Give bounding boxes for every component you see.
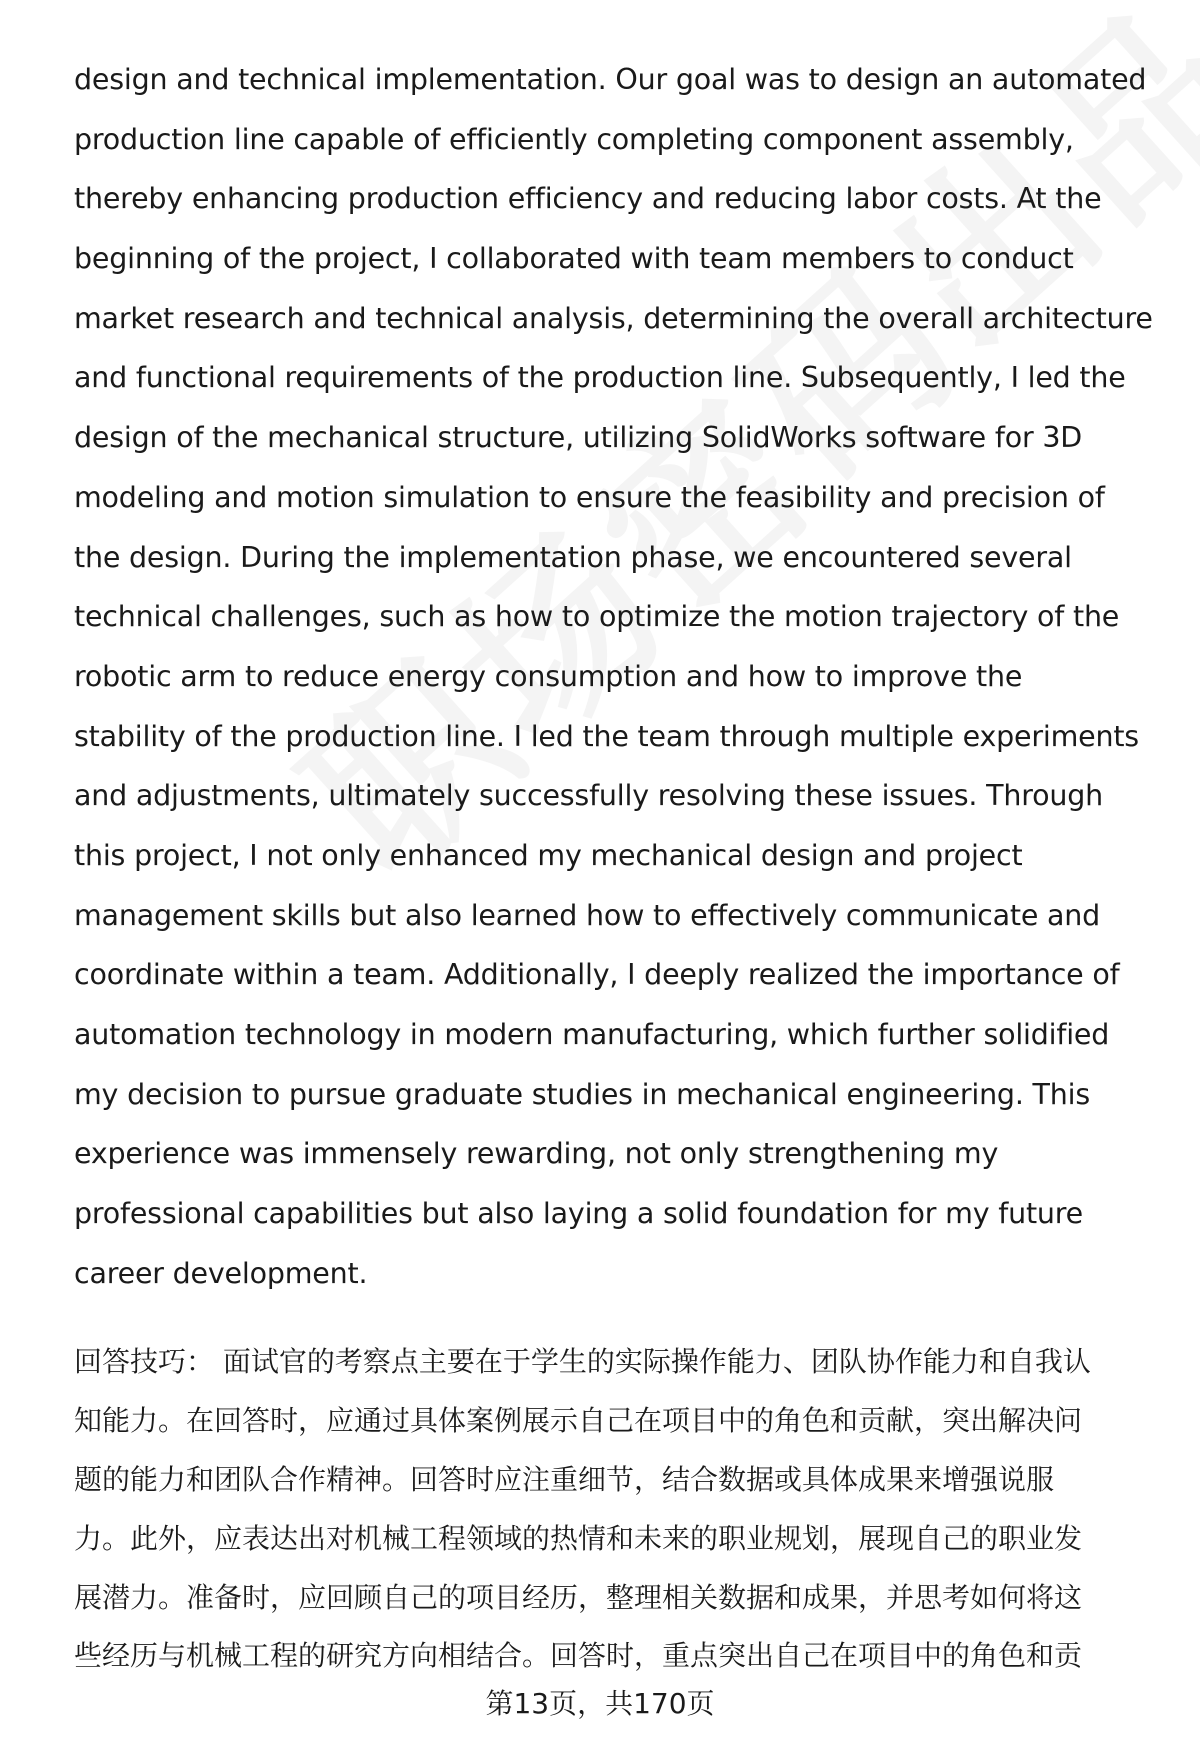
paragraph-line: market research and technical analysis, determining the overall architecture [74, 301, 1153, 335]
page-number: 第13页，共170页 [485, 1687, 715, 1720]
paragraph-line: career development. [74, 1256, 368, 1290]
paragraph-line: design of the mechanical structure, utilizing SolidWorks software for 3D [74, 421, 1082, 455]
paragraph-line: design and technical implementation. Our goal was to design an automated [74, 63, 1147, 96]
paragraph-line: professional capabilities but also laying a solid foundation for my future [74, 1197, 1084, 1231]
tips-line: 回答技巧： 面试官的考察点主要在于学生的实际操作能力、团队协作能力和自我认 [74, 1345, 1091, 1378]
tips-line: 展潜力。准备时，应回顾自己的项目经历，整理相关数据和成果，并思考如何将这 [74, 1580, 1083, 1614]
tips-line: 知能力。在回答时，应通过具体案例展示自己在项目中的角色和贡献，突出解决问 [74, 1403, 1083, 1437]
paragraph-line: modeling and motion simulation to ensure the feasibility and precision of [74, 480, 1105, 514]
paragraph-line: and functional requirements of the production line. Subsequently, I led the [74, 361, 1126, 395]
paragraph-line: experience was immensely rewarding, not only strengthening my [74, 1137, 999, 1171]
paragraph-line: coordinate within a team. Additionally, I deeply realized the importance of [74, 958, 1120, 992]
paragraph-line: management skills but also learned how to effectively communicate and [74, 898, 1101, 932]
paragraph-line: production line capable of efficiently completing component assembly, [74, 122, 1074, 156]
paragraph-line: my decision to pursue graduate studies in mechanical engineering. This [74, 1077, 1090, 1111]
tips-line: 些经历与机械工程的研究方向相结合。回答时，重点突出自己在项目中的角色和贡 [74, 1639, 1083, 1673]
paragraph-line: beginning of the project, I collaborated with team members to conduct [74, 242, 1074, 276]
paragraph-line: stability of the production line. I led the team through multiple experiments [74, 719, 1139, 753]
paragraph-line: technical challenges, such as how to optimize the motion trajectory of the [74, 600, 1120, 634]
tips-line: 力。此外，应表达出对机械工程领域的热情和未来的职业规划，展现自己的职业发 [74, 1521, 1083, 1555]
answer-tips [74, 1333, 1164, 1686]
paragraph-line: this project, I not only enhanced my mechanical design and project [74, 838, 1023, 872]
paragraph-line: automation technology in modern manufacturing, which further solidified [74, 1018, 1110, 1051]
tips-line: 题的能力和团队合作精神。回答时应注重细节，结合数据或具体成果来增强说服 [74, 1462, 1055, 1496]
paragraph-line: and adjustments, ultimately successfully resolving these issues. Through [74, 779, 1103, 813]
paragraph-line: the design. During the implementation phase, we encountered several [74, 540, 1072, 574]
paragraph-line: robotic arm to reduce energy consumption and how to improve the [74, 659, 1023, 693]
answer-paragraph [74, 50, 1164, 1303]
paragraph-line: thereby enhancing production efficiency and reducing labor costs. At the [74, 182, 1102, 216]
